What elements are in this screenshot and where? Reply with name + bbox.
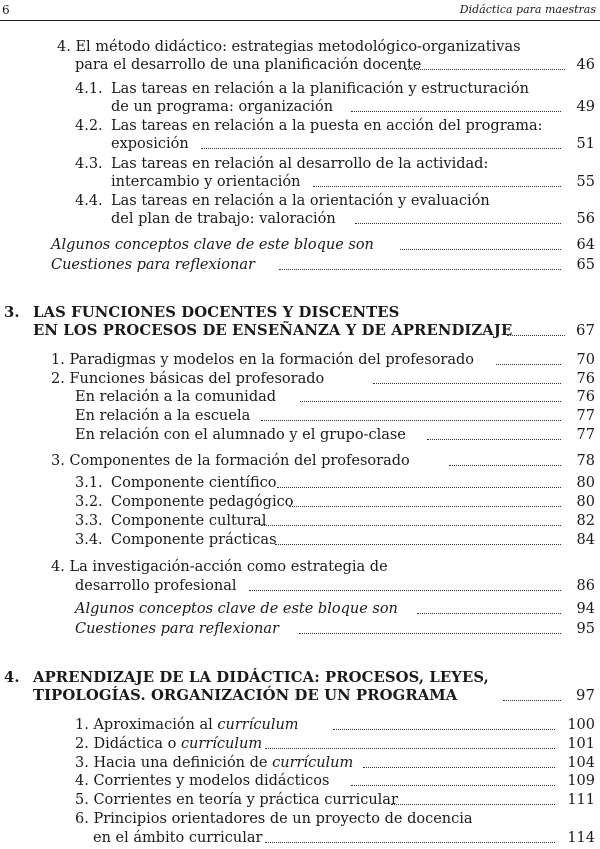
page-ref: 76 (576, 389, 595, 405)
toc-item-4[interactable] (75, 56, 595, 74)
dot-leader (373, 383, 561, 384)
dot-leader (391, 804, 555, 805)
dot-leader (496, 364, 561, 365)
dot-leader (333, 729, 555, 730)
subitem-number: 4.2. (75, 118, 103, 134)
page-ref: 80 (576, 475, 595, 491)
toc-ch4-item-1[interactable] (75, 716, 595, 734)
page-ref: 67 (575, 322, 595, 339)
toc-subitem-4-4[interactable] (111, 210, 595, 228)
toc-ch3-subitem-3-2[interactable] (75, 493, 595, 511)
page-ref: 111 (567, 792, 595, 808)
toc-chapter-3[interactable] (33, 322, 595, 340)
dot-leader (313, 186, 561, 187)
toc-ch4-item-5[interactable] (75, 791, 595, 809)
page-ref: 56 (576, 211, 595, 227)
item-text: En relación a la escuela (75, 408, 251, 424)
toc-ch3-subitem-3-3[interactable] (75, 512, 595, 530)
subitem-number: 3.2. (75, 494, 103, 510)
item-text: 4. Corrientes y modelos didácticos (75, 773, 330, 789)
subitem-number: 4.4. (75, 193, 103, 209)
subitem-text: exposición (111, 136, 189, 152)
toc-subitem-4-3-line1 (75, 155, 595, 173)
dot-leader (351, 111, 561, 112)
subitem-text: Componente pedagógico (111, 494, 294, 510)
dot-leader (417, 613, 561, 614)
toc-ch4-item-3[interactable] (75, 754, 595, 772)
item-text-italic: currículum (217, 717, 299, 733)
subitem-text: Componente científico (111, 475, 277, 491)
toc-subitem-4-1[interactable] (111, 98, 595, 116)
page-ref: 82 (576, 513, 595, 529)
page-ref: 49 (576, 99, 595, 115)
page-ref: 65 (576, 257, 595, 273)
toc-ch3-item-2c[interactable] (75, 426, 595, 444)
dot-leader (300, 401, 561, 402)
page-ref: 70 (576, 352, 595, 368)
toc-subitem-4-4-line1 (75, 192, 595, 210)
page-ref: 77 (576, 427, 595, 443)
running-header (0, 0, 600, 21)
item-text (75, 735, 262, 753)
dot-leader (405, 69, 565, 70)
dot-leader (289, 506, 561, 507)
item-text: 3. Componentes de la formación del profesorado (51, 453, 410, 469)
page-ref: 114 (567, 830, 595, 846)
page-ref: 51 (576, 136, 595, 152)
dot-leader (261, 420, 561, 421)
toc-conceptos-clave[interactable] (51, 236, 595, 254)
toc-ch3-cuestiones[interactable] (75, 620, 595, 638)
cuestiones-text: Cuestiones para reflexionar (75, 621, 279, 637)
page-ref: 64 (576, 237, 595, 253)
dot-leader (507, 335, 565, 336)
dot-leader (265, 842, 555, 843)
toc-item-4-line2: para el desarrollo de una planificación docente (75, 57, 422, 73)
dot-leader (355, 223, 561, 224)
subitem-text: del plan de trabajo: valoración (111, 211, 336, 227)
subitem-text: Las tareas en relación a la planificación y estructuración (111, 81, 529, 97)
item-text: 1. Paradigmas y modelos en la formación del profesorado (51, 352, 475, 368)
page-ref: 95 (576, 621, 595, 637)
toc-chapter-4[interactable] (33, 687, 595, 705)
subitem-text: Las tareas en relación a la puesta en acción del programa: (111, 118, 543, 134)
dot-leader (449, 465, 561, 466)
dot-leader (277, 487, 561, 488)
item-text: en el ámbito curricular (93, 830, 263, 846)
page-ref: 97 (575, 687, 595, 704)
item-text: En relación a la comunidad (75, 389, 277, 405)
subitem-number: 3.1. (75, 475, 103, 491)
subitem-text: intercambio y orientación (111, 174, 301, 190)
item-text-italic: currículum (272, 755, 354, 771)
chapter-4-title-line1: APRENDIZAJE DE LA DIDÁCTICA: PROCESOS, LEYES, (33, 669, 489, 686)
chapter-3-number: 3. (4, 304, 20, 321)
page-ref: 77 (576, 408, 595, 424)
chapter-3-title-line2: EN LOS PROCESOS DE ENSEÑANZA Y DE APRENDIZAJE (33, 322, 513, 339)
dot-leader (275, 544, 561, 545)
toc-ch3-item-2b[interactable] (75, 407, 595, 425)
dot-leader (400, 249, 561, 250)
subitem-text: de un programa: organización (111, 99, 334, 115)
subitem-number: 4.3. (75, 156, 103, 172)
item-text-italic: currículum (180, 736, 263, 752)
page-ref: 55 (576, 174, 595, 190)
item-text-prefix: 1. Aproximación al (75, 717, 218, 733)
dot-leader (351, 785, 555, 786)
dot-leader (503, 700, 561, 701)
toc-ch3-conceptos-clave[interactable] (75, 600, 595, 618)
cuestiones-text: Cuestiones para reflexionar (51, 257, 255, 273)
dot-leader (249, 590, 561, 591)
page-ref: 80 (576, 494, 595, 510)
running-title: Didáctica para maestras (459, 3, 596, 16)
toc-ch4-item-6[interactable] (93, 829, 595, 847)
page-ref: 78 (576, 453, 595, 469)
toc-subitem-4-3[interactable] (111, 173, 595, 191)
item-text-prefix: 3. Hacia una definición de (75, 755, 273, 771)
conceptos-text: Algunos conceptos clave de este bloque son (51, 237, 374, 253)
page-ref: 84 (576, 532, 595, 548)
item-text-prefix: 2. Didáctica o (75, 736, 181, 752)
chapter-4-title-line2: TIPOLOGÍAS. ORGANIZACIÓN DE UN PROGRAMA (33, 687, 458, 704)
dot-leader (265, 748, 555, 749)
subitem-number: 3.4. (75, 532, 103, 548)
dot-leader (427, 439, 561, 440)
page-number: 6 (2, 3, 10, 17)
toc-subitem-4-1-line1 (75, 80, 595, 98)
toc-ch4-item-2[interactable] (75, 735, 595, 753)
chapter-4-number: 4. (4, 669, 20, 686)
toc-item-4-line1: 4. El método didáctico: estrategias metodológico-organizativas (57, 39, 521, 55)
subitem-number: 4.1. (75, 81, 103, 97)
toc-cuestiones[interactable] (51, 256, 595, 274)
toc-subitem-4-2-line1 (75, 117, 595, 135)
item-text (75, 754, 353, 772)
toc-ch3-item-2[interactable] (51, 370, 595, 388)
page-ref: 100 (567, 717, 595, 733)
subitem-text: Componente prácticas (111, 532, 277, 548)
toc-ch4-item-4[interactable] (75, 772, 595, 790)
subitem-number: 3.3. (75, 513, 103, 529)
chapter-3-title-line1: LAS FUNCIONES DOCENTES Y DISCENTES (33, 304, 400, 321)
toc-ch3-item-3[interactable] (51, 452, 595, 470)
dot-leader (261, 525, 561, 526)
subitem-text: Las tareas en relación al desarrollo de la actividad: (111, 156, 489, 172)
page-ref: 94 (576, 601, 595, 617)
page-ref: 104 (567, 755, 595, 771)
item-text: 2. Funciones básicas del profesorado (51, 371, 325, 387)
page-ref: 109 (567, 773, 595, 789)
page-ref: 76 (576, 371, 595, 387)
dot-leader (279, 269, 561, 270)
page-ref: 46 (576, 57, 595, 73)
toc-ch3-item-1[interactable] (51, 351, 595, 369)
item-text (75, 716, 299, 734)
item-text: En relación con el alumnado y el grupo-clase (75, 427, 406, 443)
item-text: 5. Corrientes en teoría y práctica curricular (75, 792, 398, 808)
toc-ch3-item-2a[interactable] (75, 388, 595, 406)
subitem-text: Componente cultural (111, 513, 267, 529)
dot-leader (299, 633, 561, 634)
conceptos-text: Algunos conceptos clave de este bloque son (75, 601, 398, 617)
page-ref: 86 (576, 578, 595, 594)
subitem-text: Las tareas en relación a la orientación y evaluación (111, 193, 490, 209)
dot-leader (363, 767, 555, 768)
toc-ch4-item-6-line1: 6. Principios orientadores de un proyecto de docencia (75, 811, 473, 827)
page-ref: 101 (567, 736, 595, 752)
toc-ch3-subitem-3-1[interactable] (75, 474, 595, 492)
toc-ch3-item-4-line1: 4. La investigación-acción como estrategia de (51, 559, 388, 575)
toc-subitem-4-2[interactable] (111, 135, 595, 153)
dot-leader (201, 148, 561, 149)
toc-ch3-item-4[interactable] (75, 577, 595, 595)
toc-ch3-subitem-3-4[interactable] (75, 531, 595, 549)
item-text: desarrollo profesional (75, 578, 237, 594)
